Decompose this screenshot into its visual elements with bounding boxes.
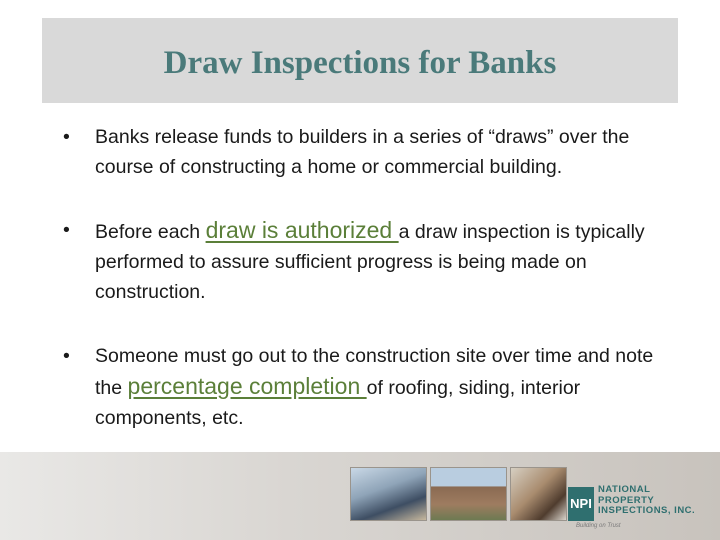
bullet-highlight: draw is authorized	[205, 217, 399, 243]
bullet-text: Banks release funds to builders in a series of “draws” over the course of constructing a home or commercial building.	[95, 126, 630, 178]
company-logo	[568, 485, 716, 530]
bullet-text-before: Before each	[95, 221, 206, 243]
bullet-dot: •	[63, 219, 70, 241]
slide-title: Draw Inspections for Banks	[163, 45, 557, 81]
logo-tagline: Building on Trust	[576, 523, 621, 529]
bullet-highlight: percentage completion	[127, 373, 367, 399]
photo-meeting	[510, 467, 567, 521]
bullet-item-2	[60, 215, 670, 307]
footer-band	[0, 452, 720, 540]
bullet-dot: •	[63, 126, 70, 148]
bullet-text-after: of roofing, siding, interior components, etc.	[95, 377, 581, 429]
bullet-text-before: Someone must go out to the construction site over time and note the	[95, 345, 654, 399]
logo-text: NATIONAL PROPERTY INSPECTIONS, INC.	[598, 484, 696, 516]
bullet-text-after: a draw inspection is typically performed to assure sufficient progress is being made on construction.	[95, 221, 645, 303]
bullet-item-1	[60, 122, 670, 182]
bullet-dot: •	[63, 345, 70, 367]
photo-inspectors	[350, 467, 427, 521]
photo-building	[430, 467, 507, 521]
logo-mark-icon: NPI	[568, 487, 594, 521]
bullet-list	[60, 122, 670, 433]
bullet-item-3	[60, 341, 670, 433]
title-band	[42, 18, 678, 103]
